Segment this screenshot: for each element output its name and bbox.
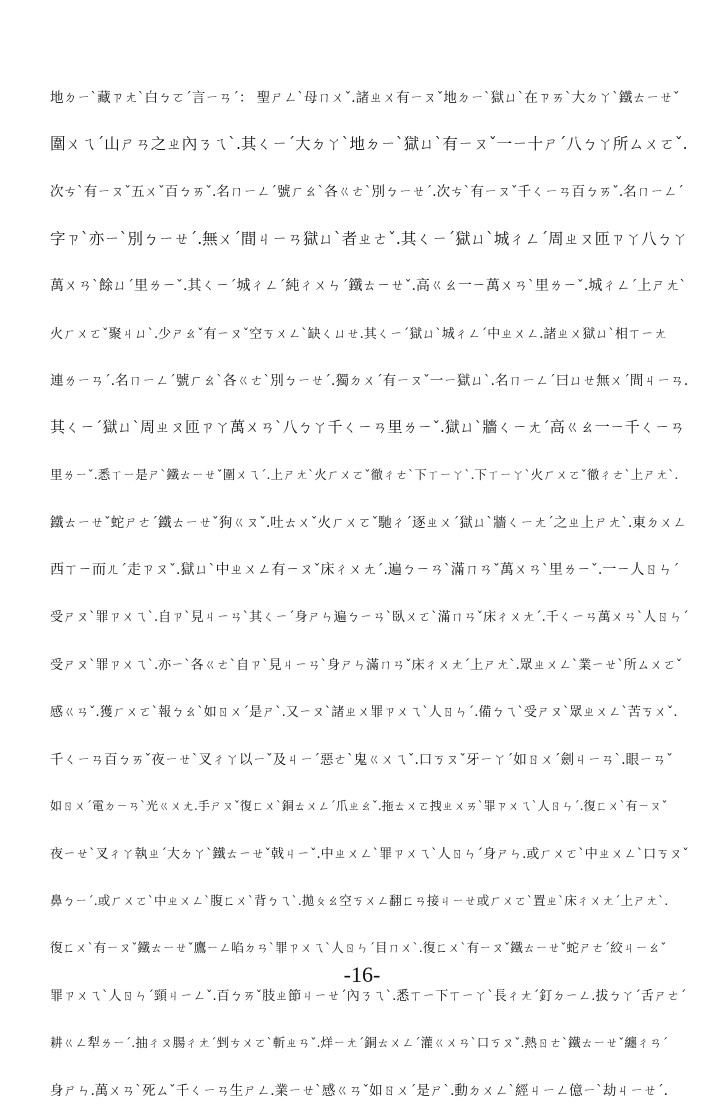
text-line-4: 字ㄗˋ亦ㄧˋ別ㄅㄧㄝˊ.無ㄨˊ間ㄐㄧㄢ獄ㄩˋ者ㄓㄜˇ.其ㄑㄧˊ獄ㄩˋ城ㄔㄥˊ周ㄓㄡ匝ㄗㄚ八ㄅㄚ [50, 229, 688, 248]
text-line-19: 復ㄈㄨˋ有ㄧㄡˇ鐵ㄊㄧㄝˇ鷹ㄧㄥ啗ㄉㄢˋ罪ㄗㄨㄟˋ人ㄖㄣˊ目ㄇㄨˋ.復ㄈㄨˋ有ㄧㄡˇ鐵ㄊㄧㄝˇ蛇ㄕㄜˊ絞ㄐㄧㄠˇ [50, 939, 667, 955]
text-line-20: 罪ㄗㄨㄟˋ人ㄖㄣˊ頸ㄐㄧㄥˇ.百ㄅㄞˇ肢ㄓ節ㄐㄧㄝˊ內ㄋㄟˋ.悉ㄒㄧ下ㄒㄧㄚˋ長ㄔㄤˊ釘ㄉㄧㄥ.拔ㄅㄚˊ舌ㄕㄜˊ [50, 988, 687, 1004]
text-line-11: 西ㄒㄧ而ㄦˊ走ㄗㄡˇ.獄ㄩˋ中ㄓㄨㄥ有ㄧㄡˇ床ㄔㄨㄤˊ.遍ㄅㄧㄢˋ滿ㄇㄢˇ萬ㄨㄢˋ里ㄌㄧˇ.一ㄧ人ㄖㄣˊ [50, 561, 680, 578]
text-line-6: 火ㄏㄨㄛˇ聚ㄐㄩˋ.少ㄕㄠˇ有ㄧㄡˇ空ㄎㄨㄥˋ缺ㄑㄩㄝ.其ㄑㄧˊ獄ㄩˋ城ㄔㄥˊ中ㄓㄨㄥ.諸ㄓㄨ獄ㄩˋ相ㄒㄧㄤ [50, 326, 667, 342]
text-line-3: 次ㄘˋ有ㄧㄡˇ五ㄨˇ百ㄅㄞˇ.名ㄇㄧㄥˊ號ㄏㄠˋ各ㄍㄜˋ別ㄅㄧㄝˊ.次ㄘˋ有ㄧㄡˇ千ㄑㄧㄢ百ㄅㄞˇ.名ㄇㄧㄥˊ [50, 184, 684, 201]
text-line-2: 圍ㄨㄟˊ山ㄕㄢ之ㄓ內ㄋㄟˋ.其ㄑㄧˊ大ㄉㄚˋ地ㄉㄧˋ獄ㄩˋ有ㄧㄡˇ一ㄧ十ㄕˊ八ㄅㄚ所ㄙㄨㄛˇ. [50, 134, 688, 153]
text-line-15: 千ㄑㄧㄢ百ㄅㄞˇ夜ㄧㄝˋ叉ㄔㄚ以ㄧˇ及ㄐㄧˊ惡ㄜˋ鬼ㄍㄨㄟˇ.口ㄎㄡˇ牙ㄧㄚˊ如ㄖㄨˊ劍ㄐㄧㄢˋ.眼ㄧㄢˇ [50, 751, 673, 768]
text-line-1: 地ㄉㄧˋ藏ㄗㄤˋ白ㄅㄛˊ言ㄧㄢˊ： 聖ㄕㄥˋ母ㄇㄨˇ.諸ㄓㄨ有ㄧㄡˇ地ㄉㄧˋ獄ㄩˋ在ㄗㄞˋ大ㄉㄚˋ鐵ㄊㄧㄝˇ [50, 89, 680, 106]
text-line-18: 鼻ㄅㄧˊ.或ㄏㄨㄛˋ中ㄓㄨㄥˋ腹ㄈㄨˋ背ㄅㄟˋ.拋ㄆㄠ空ㄎㄨㄥ翻ㄈㄢ接ㄐㄧㄝ或ㄏㄨㄛˋ置ㄓˋ床ㄔㄨㄤˊ上ㄕㄤˋ. [50, 892, 669, 908]
text-line-21: 耕ㄍㄥ犁ㄌㄧˊ.抽ㄔㄡ腸ㄔㄤˊ剉ㄘㄨㄛˋ斬ㄓㄢˇ.烊ㄧㄤˊ銅ㄊㄨㄥˊ灌ㄍㄨㄢˋ口ㄎㄡˇ.熱ㄖㄜˋ鐵ㄊㄧㄝˇ纏ㄔㄢˊ [50, 1034, 669, 1050]
text-line-9: 里ㄌㄧˇ.悉ㄒㄧ是ㄕˋ鐵ㄊㄧㄝˇ圍ㄨㄟˊ.上ㄕㄤˋ火ㄏㄨㄛˇ徹ㄔㄜˋ下ㄒㄧㄚˋ.下ㄒㄧㄚˋ火ㄏㄨㄛˇ徹ㄔㄜˋ上ㄕㄤˋ. [50, 467, 679, 483]
text-line-17: 夜ㄧㄝˋ叉ㄔㄚ執ㄓˊ大ㄉㄚˋ鐵ㄊㄧㄝˇ戟ㄐㄧˇ.中ㄓㄨㄥˋ罪ㄗㄨㄟˋ人ㄖㄣˊ身ㄕㄣ.或ㄏㄨㄛˋ中ㄓㄨㄥˋ口ㄎㄡˇ [50, 846, 689, 862]
page-number: -16- [343, 962, 381, 987]
text-line-22: 身ㄕㄣ.萬ㄨㄢˋ死ㄙˇ千ㄑㄧㄢ生ㄕㄥ.業ㄧㄝˋ感ㄍㄢˇ如ㄖㄨˊ是ㄕˋ.動ㄉㄨㄥˋ經ㄐㄧㄥ億ㄧˋ劫ㄐㄧㄝˊ. [50, 1082, 668, 1099]
text-line-5: 萬ㄨㄢˋ餘ㄩˊ里ㄌㄧˇ.其ㄑㄧˊ城ㄔㄥˊ純ㄔㄨㄣˊ鐵ㄊㄧㄝˇ.高ㄍㄠ一ㄧ萬ㄨㄢˋ里ㄌㄧˇ.城ㄔㄥˊ上ㄕㄤˋ [50, 277, 687, 294]
text-line-14: 感ㄍㄢˇ.獲ㄏㄨㄛˋ報ㄅㄠˋ如ㄖㄨˊ是ㄕˋ.又ㄧㄡˋ諸ㄓㄨ罪ㄗㄨㄟˋ人ㄖㄣˊ.備ㄅㄟˋ受ㄕㄡˋ眾ㄓㄨㄥˋ苦ㄎㄨˇ. [50, 705, 678, 720]
text-line-8: 其ㄑㄧˊ獄ㄩˋ周ㄓㄡ匝ㄗㄚ萬ㄨㄢˋ八ㄅㄚ千ㄑㄧㄢ里ㄌㄧˇ.獄ㄩˋ牆ㄑㄧㄤˊ高ㄍㄠ一ㄧ千ㄑㄧㄢ [50, 418, 685, 437]
text-line-12: 受ㄕㄡˋ罪ㄗㄨㄟˋ.自ㄗˋ見ㄐㄧㄢˋ其ㄑㄧˊ身ㄕㄣ遍ㄅㄧㄢˋ臥ㄨㄛˋ滿ㄇㄢˇ床ㄔㄨㄤˊ.千ㄑㄧㄢ萬ㄨㄢˋ人ㄖㄣˊ [50, 610, 689, 626]
text-line-16: 如ㄖㄨˊ電ㄉㄧㄢˋ光ㄍㄨㄤ.手ㄕㄡˇ復ㄈㄨˋ銅ㄊㄨㄥˊ爪ㄓㄠˇ.拖ㄊㄨㄛ拽ㄓㄨㄞˋ罪ㄗㄨㄟˋ人ㄖㄣˊ.復ㄈㄨˋ有ㄧㄡˇ [50, 798, 668, 813]
text-line-10: 鐵ㄊㄧㄝˇ蛇ㄕㄜˊ鐵ㄊㄧㄝˇ狗ㄍㄡˇ.吐ㄊㄨˇ火ㄏㄨㄛˇ馳ㄔˊ逐ㄓㄨˊ獄ㄩˋ牆ㄑㄧㄤˊ之ㄓ上ㄕㄤˋ.東ㄉㄨㄥ [50, 515, 687, 532]
text-line-13: 受ㄕㄡˋ罪ㄗㄨㄟˋ.亦ㄧˋ各ㄍㄜˋ自ㄗˋ見ㄐㄧㄢˋ身ㄕㄣ滿ㄇㄢˇ床ㄔㄨㄤˊ上ㄕㄤˋ.眾ㄓㄨㄥˋ業ㄧㄝˋ所ㄙㄨㄛˇ [50, 657, 683, 673]
scripture-text-block [50, 72, 690, 1113]
text-line-7: 連ㄌㄧㄢˊ.名ㄇㄧㄥˊ號ㄏㄠˋ各ㄍㄜˋ別ㄅㄧㄝˊ.獨ㄉㄨˊ有ㄧㄡˇ一ㄧ獄ㄩˋ.名ㄇㄧㄥˊ曰ㄩㄝ無ㄨˊ間ㄐㄧㄢ. [50, 373, 689, 390]
